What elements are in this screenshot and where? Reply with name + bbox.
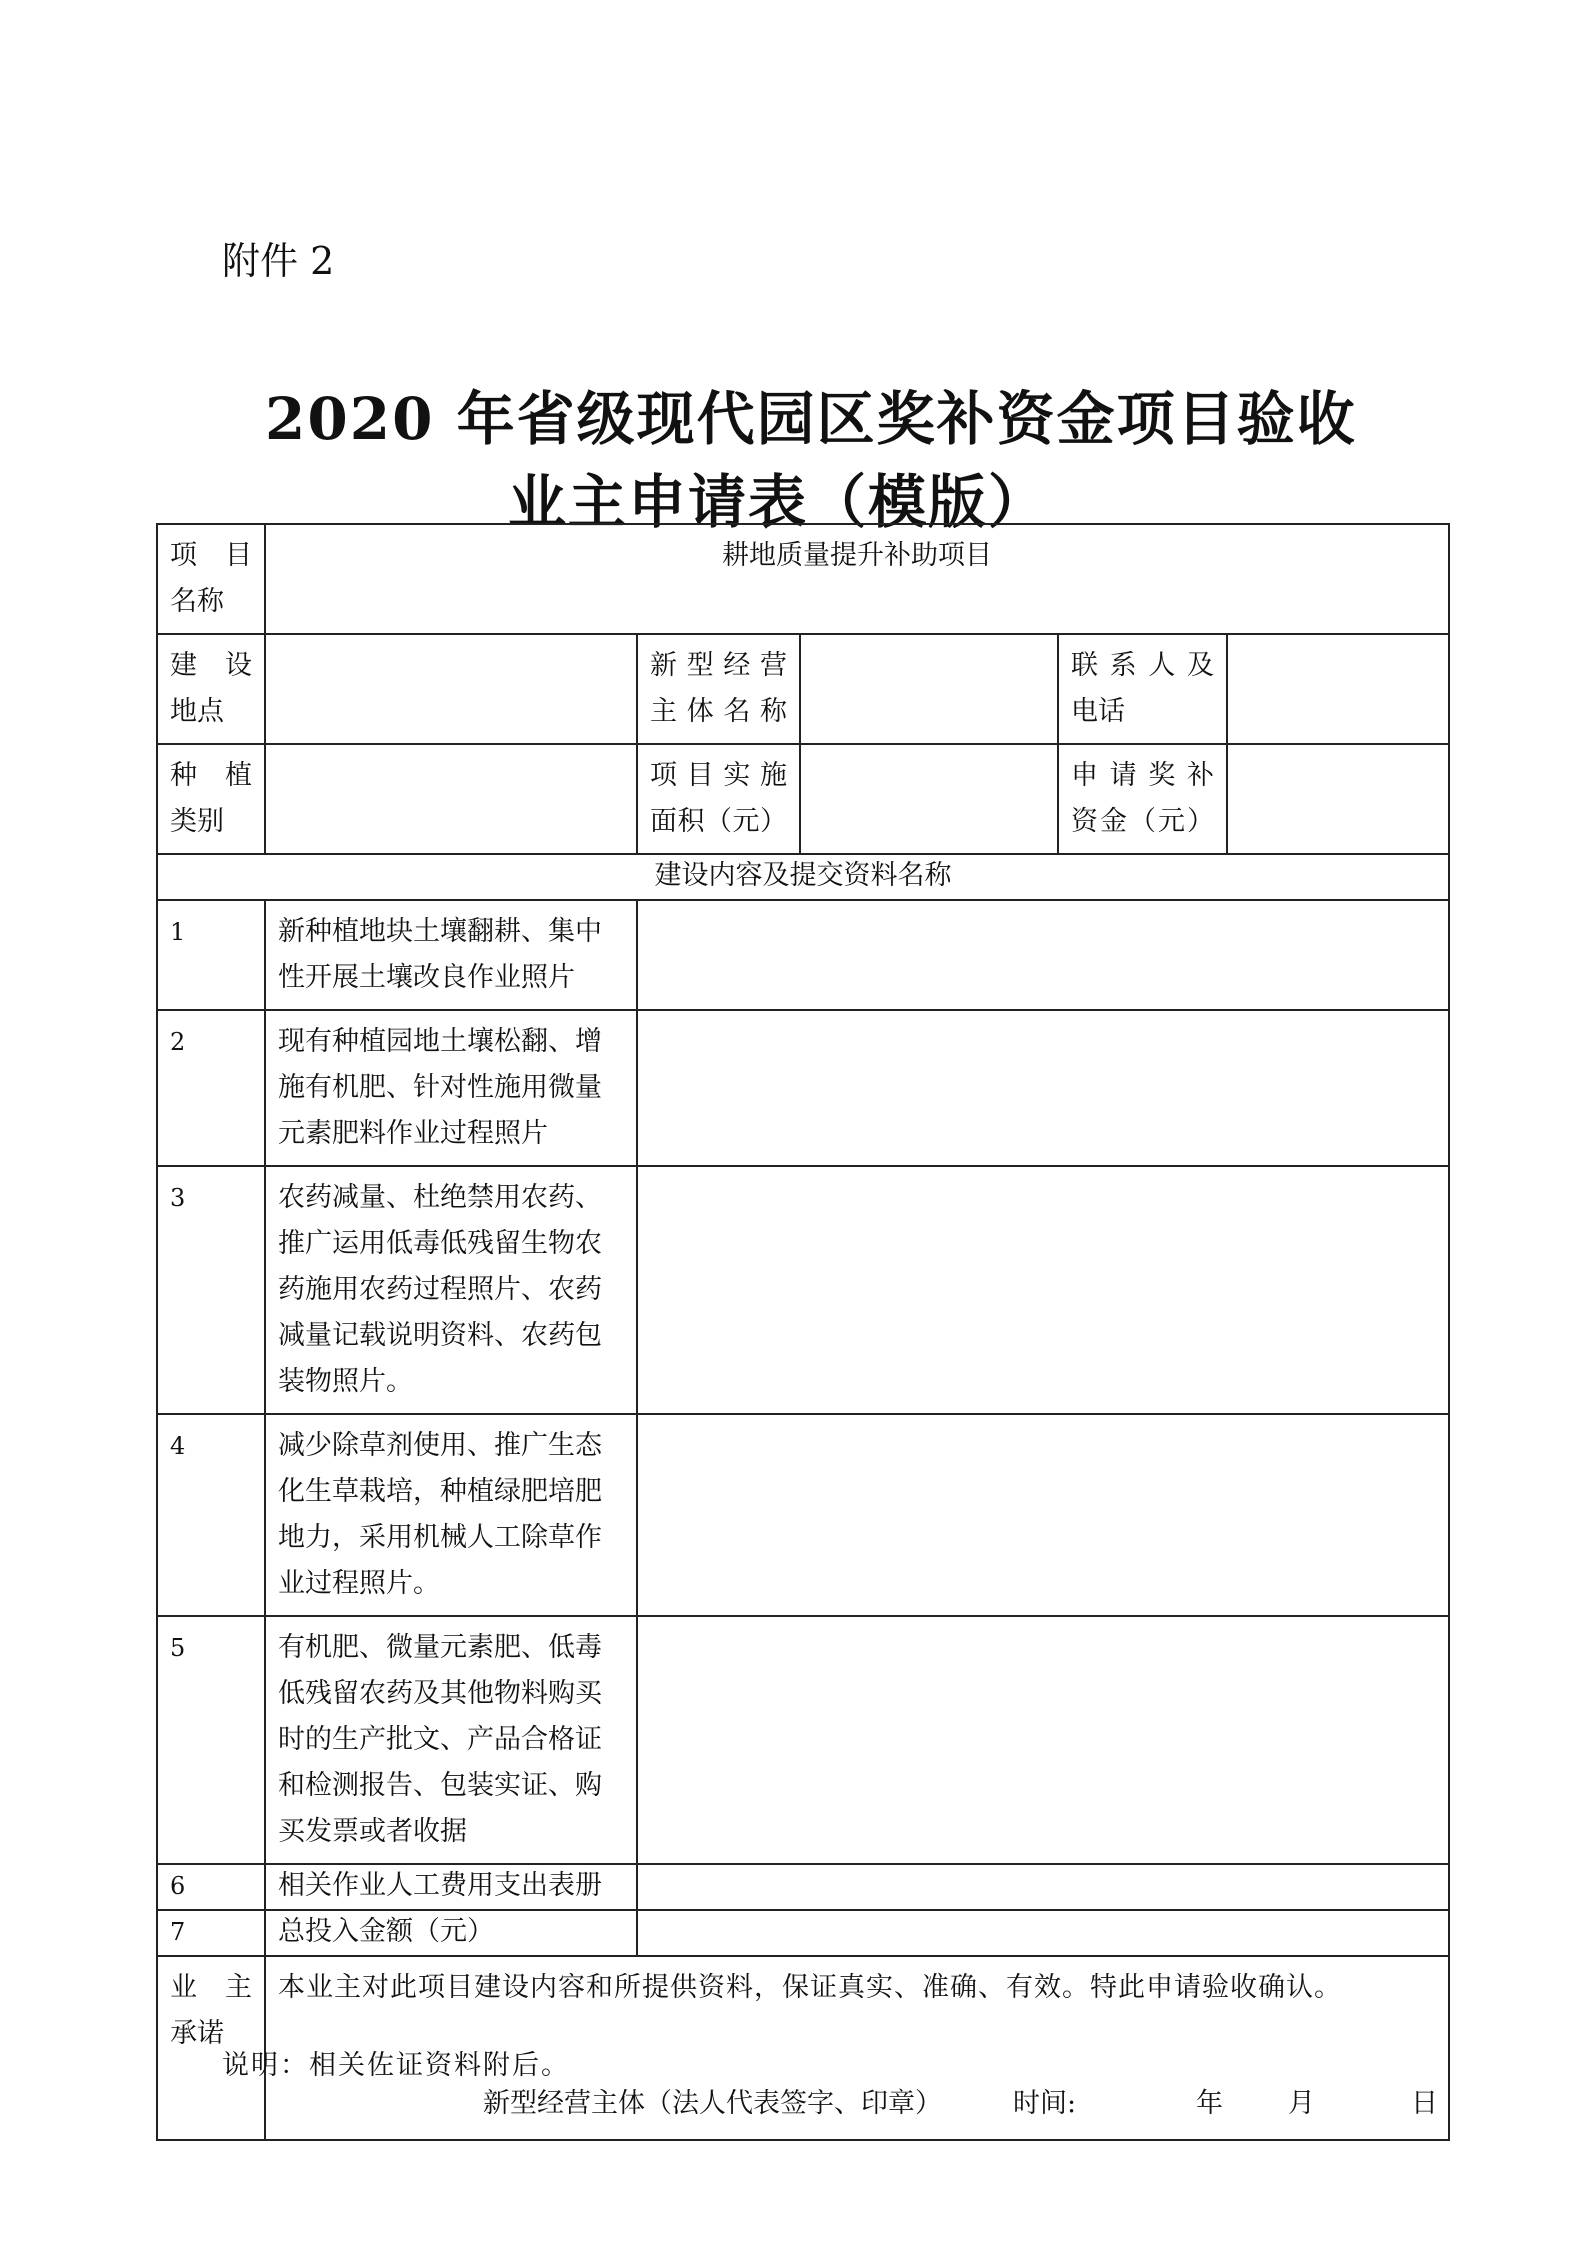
item-number: 3 [157, 1166, 265, 1414]
item-description: 相关作业人工费用支出表册 [265, 1864, 637, 1910]
signature-line [278, 2081, 1436, 2131]
subsidy-fund-field[interactable] [1227, 744, 1449, 854]
crop-row [157, 744, 1449, 854]
item-description: 减少除草剂使用、推广生态 化生草栽培，种植绿肥培肥 地力，采用机械人工除草作 业过程照片。 [265, 1414, 637, 1616]
section-title-row [157, 854, 1449, 900]
item-row-7 [157, 1910, 1449, 1956]
site-row [157, 634, 1449, 744]
year-label[interactable]: 年 [1196, 2088, 1223, 2119]
item-number: 7 [157, 1910, 265, 1956]
item-number: 5 [157, 1616, 265, 1864]
crop-type-field[interactable] [265, 744, 637, 854]
item-number: 4 [157, 1414, 265, 1616]
project-name-value[interactable]: 耕地质量提升补助项目 [265, 524, 1449, 634]
item-row-5 [157, 1616, 1449, 1864]
application-form-table [156, 523, 1450, 2141]
contact-field[interactable] [1227, 634, 1449, 744]
month-label[interactable]: 月 [1288, 2088, 1315, 2119]
item-description: 新种植地块土壤翻耕、集中 性开展土壤改良作业照片 [265, 900, 637, 1010]
attachment-label: 附件 2 [222, 239, 335, 283]
subsidy-fund-label: 申请奖补 资金（元） [1058, 744, 1227, 854]
item-description: 有机肥、微量元素肥、低毒 低残留农药及其他物料购买 时的生产批文、产品合格证 和检测报告、包装实证、购 买发票或者收据 [265, 1616, 637, 1864]
entity-name-field[interactable] [800, 634, 1058, 744]
total-investment-field[interactable] [637, 1910, 1449, 1956]
time-label: 时间: [1013, 2088, 1077, 2119]
item-row-4 [157, 1414, 1449, 1616]
form-title-line-2: 业主申请表（模版） [508, 468, 1049, 536]
day-label[interactable]: 日 [1411, 2088, 1438, 2119]
footnote: 说明：相关佐证资料附后。 [222, 2050, 570, 2081]
item-number: 1 [157, 900, 265, 1010]
project-name-label: 项 目 名称 [157, 524, 265, 634]
crop-type-label: 种 植 类别 [157, 744, 265, 854]
item-material-field[interactable] [637, 1864, 1449, 1910]
contact-label: 联系人及 电话 [1058, 634, 1227, 744]
item-description: 现有种植园地土壤松翻、增 施有机肥、针对性施用微量 元素肥料作业过程照片 [265, 1010, 637, 1166]
item-material-field[interactable] [637, 1010, 1449, 1166]
item-material-field[interactable] [637, 1166, 1449, 1414]
project-area-field[interactable] [800, 744, 1058, 854]
item-material-field[interactable] [637, 1616, 1449, 1864]
item-material-field[interactable] [637, 900, 1449, 1010]
item-material-field[interactable] [637, 1414, 1449, 1616]
item-row-1 [157, 900, 1449, 1010]
item-description: 总投入金额（元） [265, 1910, 637, 1956]
commitment-label: 业 主 承诺 [157, 1956, 265, 2140]
project-area-label: 项目实施 面积（元） [637, 744, 800, 854]
site-label: 建 设 地点 [157, 634, 265, 744]
item-description: 农药减量、杜绝禁用农药、 推广运用低毒低残留生物农 药施用农药过程照片、农药 减量记载说明资料、农药包 装物照片。 [265, 1166, 637, 1414]
commitment-text: 本业主对此项目建设内容和所提供资料，保证真实、准确、有效。特此申请验收确认。 [278, 1972, 1342, 2003]
item-row-2 [157, 1010, 1449, 1166]
item-row-3 [157, 1166, 1449, 1414]
item-number: 2 [157, 1010, 265, 1166]
item-row-6 [157, 1864, 1449, 1910]
form-title-line-1: 2020 年省级现代园区奖补资金项目验收 [265, 385, 1357, 453]
project-name-row [157, 524, 1449, 634]
site-field[interactable] [265, 634, 637, 744]
entity-name-label: 新型经营 主体名称 [637, 634, 800, 744]
item-number: 6 [157, 1864, 265, 1910]
section-title: 建设内容及提交资料名称 [157, 854, 1449, 900]
signature-label[interactable]: 新型经营主体（法人代表签字、印章） [483, 2088, 942, 2119]
